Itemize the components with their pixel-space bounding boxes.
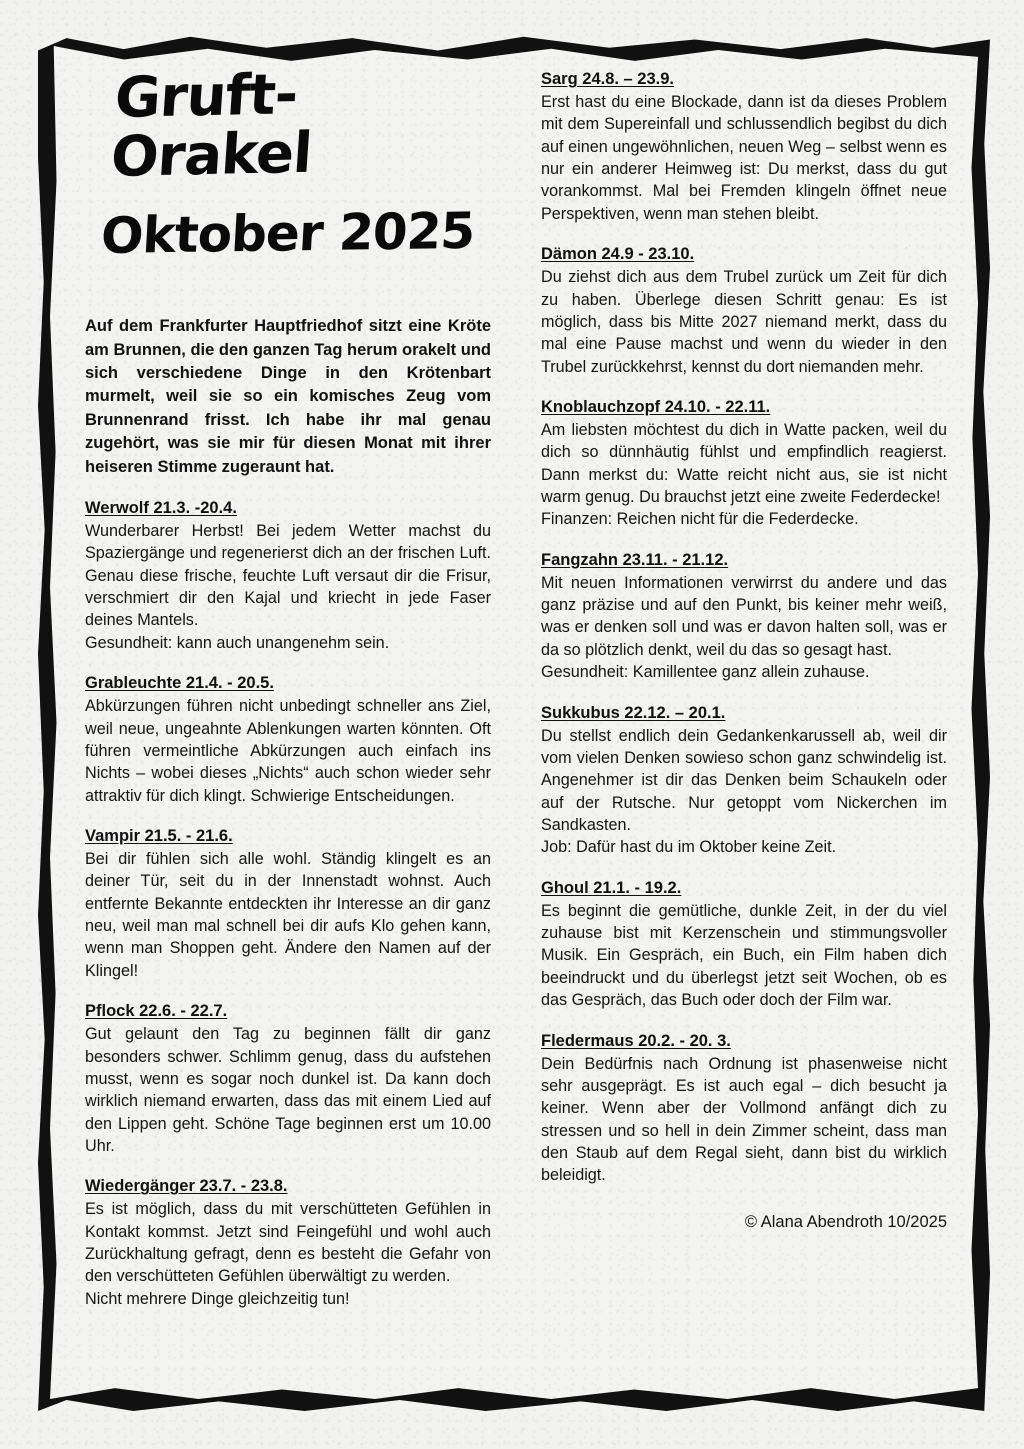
horoscope-entry xyxy=(541,70,947,225)
horoscope-entry xyxy=(541,551,947,684)
sign-body: Wunderbarer Herbst! Bei jedem Wetter machst du Spaziergänge und regenerierst dich an der frischen Luft. Genau diese frische, feuchte Luft versaut dir die Frisur, verschmiert dir den Kajal und kriecht in jede Faser deines Mantels. xyxy=(85,522,491,630)
sign-extra: Job: Dafür hast du im Oktober keine Zeit. xyxy=(541,838,837,857)
sign-body: Du stellst endlich dein Gedankenkarussell ab, weil dir vom vielen Denken sowieso schon ganz schwindelig ist. Angenehmer ist dir das Denken beim Schaukeln oder auf der Rutsche. Nur getoppt vom Nickerchen im Sandkasten. xyxy=(541,726,947,834)
sign-heading: Sukkubus 22.12. – 20.1. xyxy=(541,703,726,722)
two-column-layout xyxy=(85,62,947,1380)
horoscope-entry xyxy=(541,245,947,378)
sign-heading: Wiedergänger 23.7. - 23.8. xyxy=(85,1177,288,1196)
sign-heading: Sarg 24.8. – 23.9. xyxy=(541,70,675,88)
document-content xyxy=(85,62,947,1380)
copyright-notice: © Alana Abendroth 10/2025 xyxy=(744,1212,947,1231)
sign-body: Bei dir fühlen sich alle wohl. Ständig klingelt es an deiner Tür, seit du in der Innenstadt wohnst. Auch entfernte Bekannte entdeckten ihr Interesse an dir ganz neu, weil man mal schnell bei dir aufs Klo gehen kann, wenn man Shoppen geht. Ändere den Namen auf der Klingel! xyxy=(85,850,491,980)
sign-heading: Vampir 21.5. - 21.6. xyxy=(85,827,233,845)
sign-heading: Grableuchte 21.4. - 20.5. xyxy=(85,674,274,693)
sign-body: Es ist möglich, dass du mit verschütteten Gefühlen in Kontakt kommst. Jetzt sind Feingefühl und wohl auch Zurückhaltung gefragt, denn es besteht die Gefahr von den verschütteten Gefühlen überwältigt zu werden. xyxy=(85,1200,491,1286)
sign-extra: Gesundheit: kann auch unangenehm sein. xyxy=(85,633,390,652)
horoscope-entry xyxy=(85,499,491,654)
sign-heading: Ghoul 21.1. - 19.2. xyxy=(541,878,682,897)
sign-heading: Dämon 24.9 - 23.10. xyxy=(541,245,695,264)
title-block xyxy=(85,62,491,265)
horoscope-entry xyxy=(85,827,491,982)
sign-heading: Werwolf 21.3. -20.4. xyxy=(85,499,237,518)
sign-extra: Finanzen: Reichen nicht für die Federdecke. xyxy=(541,510,859,529)
sign-body: Gut gelaunt den Tag zu beginnen fällt dir ganz besonders schwer. Schlimm genug, dass du aufstehen musst, wenn es sogar noch dunkel ist. Da kann doch wirklich niemand erwarten, dass das mit einem Lied auf den Lippen geht. Schöne Tage beginnen erst um 10.00 Uhr. xyxy=(85,1025,491,1155)
horoscope-entry xyxy=(85,1002,491,1157)
horoscope-entry xyxy=(85,674,491,807)
sign-extra: Nicht mehrere Dinge gleichzeitig tun! xyxy=(85,1289,350,1308)
sign-body: Dein Bedürfnis nach Ordnung ist phasenweise nicht sehr ausgeprägt. Es ist auch egal – dich besucht ja keiner. Wenn aber der Vollmond anfängt dich zu stressen und so hell in dein Zimmer scheint, dass man den Staub auf dem Regal sieht, dann bist du wirklich beleidigt. xyxy=(541,1054,947,1185)
sign-body: Am liebsten möchtest du dich in Watte packen, weil du dich so dünnhäutig fühlst und empfindlich reagierst. Dann merkst du: Watte reicht nicht aus, sie ist nicht warm genug. Du brauchst jetzt eine zweite Federdecke! xyxy=(541,420,947,507)
horoscope-entry xyxy=(541,1032,947,1187)
horoscope-entry xyxy=(541,704,947,859)
horoscope-entry xyxy=(541,879,947,1012)
sign-body: Es beginnt die gemütliche, dunkle Zeit, in der du viel zuhause bist mit Kerzenschein und stimmungsvoller Musik. Ein Gespräch, ein Buch, ein Film haben dich beeindruckt und du überlegst jetzt seit Wochen, ob es das Gespräch, das Buch oder doch der Film war. xyxy=(541,901,947,1010)
horoscope-entry xyxy=(541,398,947,531)
sign-heading: Knoblauchzopf 24.10. - 22.11. xyxy=(541,397,771,416)
sign-heading: Pflock 22.6. - 22.7. xyxy=(85,1002,228,1021)
left-column xyxy=(85,62,491,1310)
sign-body: Du ziehst dich aus dem Trubel zurück um Zeit für dich zu haben. Überlege diesen Schritt genau: Es ist möglich, dass bis Mitte 2027 niemand merkt, dass du mal eine Pause machst und wenn du wieder in den Trubel zurückkehrst, kennst du dort niemanden mehr. xyxy=(541,268,947,376)
sign-extra: Gesundheit: Kamillentee ganz allein zuhause. xyxy=(541,663,870,682)
sign-body: Erst hast du eine Blockade, dann ist da dieses Problem mit dem Supereinfall und schlussendlich begibst du dich auf einen ungewöhnlichen, neuen Weg – selbst wenn es nur ein anderer Heimweg ist: Du merkst, dass du gut vorankommst. Mal bei Fremden klingeln öffnet neue Perspektiven, wenn man stehen bleibt. xyxy=(541,93,947,223)
sign-body: Abkürzungen führen nicht unbedingt schneller ans Ziel, weil neue, ungeahnte Ablenkungen warten könnten. Oft führen vermeintliche Abkürzungen auch einfach ins Nichts – wobei dieses „Nichts“ auch schon wieder sehr attraktiv für dich klingt. Schwierige Entscheidungen. xyxy=(85,697,491,805)
horoscope-entry xyxy=(85,1177,491,1310)
sign-body: Mit neuen Informationen verwirrst du andere und das ganz präzise und auf den Punkt, bis keiner mehr weiß, was er denken soll und was er davon halten soll, was er da so plötzlich denkt, weil du das so gesagt hast. xyxy=(541,573,947,659)
sign-heading: Fledermaus 20.2. - 20. 3. xyxy=(541,1031,731,1050)
sign-heading: Fangzahn 23.11. - 21.12. xyxy=(541,550,729,569)
right-column xyxy=(541,70,947,1232)
page-title: Gruft-Orakel xyxy=(108,62,314,190)
intro-paragraph: Auf dem Frankfurter Hauptfriedhof sitzt eine Kröte am Brunnen, die den ganzen Tag herum orakelt und sich verschiedene Dinge in den Krötenbart murmelt, weil sie so ein komisches Zeug vom Brunnenrand frisst. Ich habe ihr mal genau zugehört, was sie mir für diesen Monat mit ihrer heiseren Stimme zugeraunt hat. xyxy=(85,317,491,476)
page-subtitle: Oktober 2025 xyxy=(99,201,476,265)
